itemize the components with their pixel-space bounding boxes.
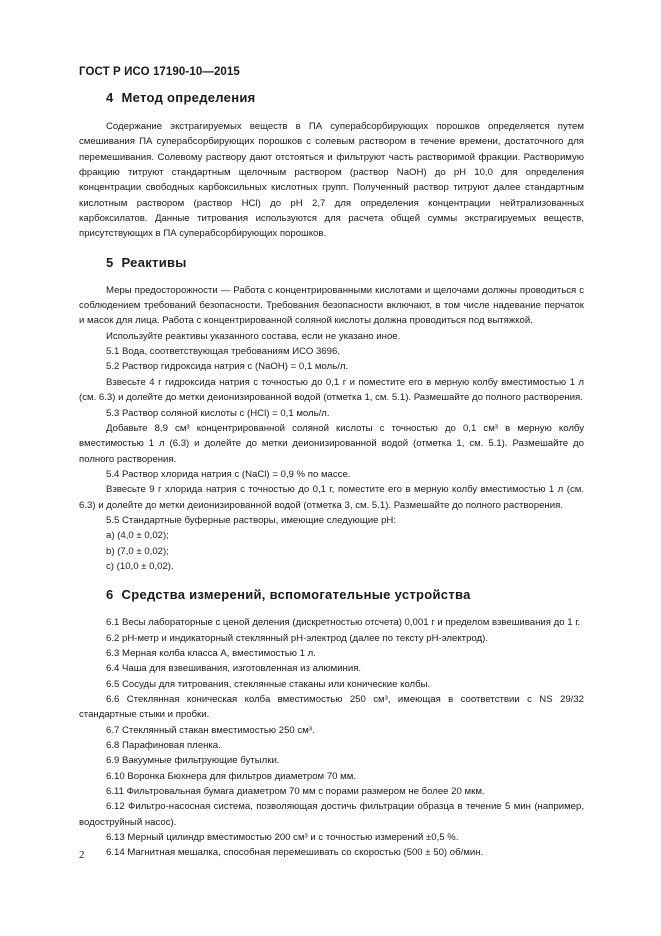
section-6-title: [79, 587, 584, 602]
clause-6-5: 6.5 Сосуды для титрования, стеклянные стаканы или конические колбы.: [106, 678, 431, 690]
paragraph: Взвесьте 4 г гидроксида натрия с точностью до 0,1 г и поместите его в мерную колбу вместимостью 1 л (см. 6.3) и долейте до метки деионизированной водой (отметка 1, см. 5.1). Размешайте до полного растворения.: [79, 376, 584, 404]
clause-6-8: 6.8 Парафиновая пленка.: [106, 740, 221, 752]
section-heading: Реактивы: [121, 254, 187, 270]
section-heading: Метод определения: [121, 90, 256, 105]
paragraph: Добавьте 8,9 см³ концентрированной соляной кислоты с точностью до 0,1 см³ в мерную колбу вместимостью 1 л (6.3) и долейте до метки деионизированной водой (отметка 1, см. 5.1). Размешайте до полного растворения.: [79, 422, 584, 465]
clause-5-5: 5.5 Стандартные буферные растворы, имеющие следующие pH:: [106, 514, 397, 526]
paragraph: Используйте реактивы указанного состава, если не указано иное.: [106, 330, 401, 342]
page-number: 2: [79, 849, 85, 861]
clause-6-11: 6.11 Фильтровальная бумага диаметром 70 мм с порами размером не более 20 мкм.: [106, 786, 485, 798]
clause-5-1: 5.1 Вода, соответствующая требованиям ИСО 3696.: [106, 346, 340, 358]
clause-5-2: 5.2 Раствор гидроксида натрия с (NaOH) = 0,1 моль/л.: [106, 361, 349, 373]
safety-note: Меры предосторожности — Работа с концентрированными кислотами и щелочами должны проводиться с соблюдением требований безопасности. Требования безопасности включают, в том числе надевание перчаток и масок для лица. Работа с концентрированной соляной кислоты должна проводиться под вытяжкой.: [79, 284, 584, 327]
clause-6-3: 6.3 Мерная колба класса А, вместимостью 1 л.: [106, 647, 316, 659]
document-header: ГОСТ Р ИСО 17190-10—2015: [79, 66, 240, 78]
section-5-title: [79, 255, 584, 270]
section-heading: Средства измерений, вспомогательные устройства: [121, 587, 471, 603]
clause-6-4: 6.4 Чаша для взвешивания, изготовленная из алюминия.: [106, 663, 362, 675]
paragraph: Содержание экстрагируемых веществ в ПА суперабсорбирующих порошков определяется путем смешивания ПА суперабсорбирующих порошков с солевым раствором в течение времени, достаточного для перемешивания. Солевому раствору дают отстояться и фильтруют часть растворимой фракции. Растворимую фракцию титруют стандартным щелочным раствором (раствор NaOH) до pH 10,0 для определения концентрации свободных карбоксильных кислотных групп. Полученный раствор титруют далее стандартным кислотным раствором (раствор HCl) до pH 2,7 для определения концентрации нейтрализованных карбоксилатов. Данные титрования используются для расчета общей суммы экстрагируемых веществ, присутствующих в ПА суперабсорбирующих порошков.: [79, 121, 584, 240]
clause-6-12: 6.12 Фильтро-насосная система, позволяющая достичь фильтрации образца в течение 5 мин (например, водоструйный насос).: [79, 801, 584, 828]
clause-6-7: 6.7 Стеклянный стакан вместимостью 250 см³.: [106, 724, 315, 736]
clause-6-13: 6.13 Мерный цилиндр вместимостью 200 см³ и с точностью измерений ±0,5 %.: [106, 832, 459, 844]
clause-5-3: 5.3 Раствор соляной кислоты с (HCl) = 0,1 моль/л.: [106, 407, 330, 419]
section-number: 4: [106, 90, 114, 105]
section-number: 5: [106, 254, 114, 270]
section-4-title: [79, 90, 584, 105]
clause-5-4: 5.4 Раствор хлорида натрия с (NaCl) = 0,9 % по массе.: [106, 468, 351, 480]
list-item: b) (7,0 ± 0,02);: [106, 545, 169, 557]
list-item: c) (10,0 ± 0,02).: [106, 560, 174, 572]
list-item: a) (4,0 ± 0,02);: [106, 530, 169, 542]
document-body: [79, 90, 584, 861]
clause-6-14: 6.14 Магнитная мешалка, способная перемешивать со скоростью (500 ± 50) об/мин.: [106, 847, 484, 859]
clause-6-10: 6.10 Воронка Бюхнера для фильтров диаметром 70 мм.: [106, 770, 357, 782]
clause-6-6: 6.6 Стеклянная коническая колба вместимостью 250 см³, имеющая в соответствии с NS 29/32 стандартные стыки и пробки.: [79, 694, 584, 721]
clause-6-2: 6.2 pH-метр и индикаторный стеклянный pH-электрод (далее по тексту pH-электрод).: [106, 632, 488, 644]
clause-6-1: 6.1 Весы лабораторные с ценой деления (дискретностью отсчета) 0,001 г и пределом взвешивания до 1 г.: [106, 617, 581, 629]
clause-6-9: 6.9 Вакуумные фильтрующие бутылки.: [106, 755, 280, 767]
section-number: 6: [106, 587, 114, 603]
paragraph: Взвесьте 9 г хлорида натрия с точностью до 0,1 г, поместите его в мерную колбу вместимостью 1 л (см. 6.3) и долейте до метки деионизированной водой (отметка 3, см. 5.1). Размешайте до полного растворения.: [79, 484, 584, 511]
